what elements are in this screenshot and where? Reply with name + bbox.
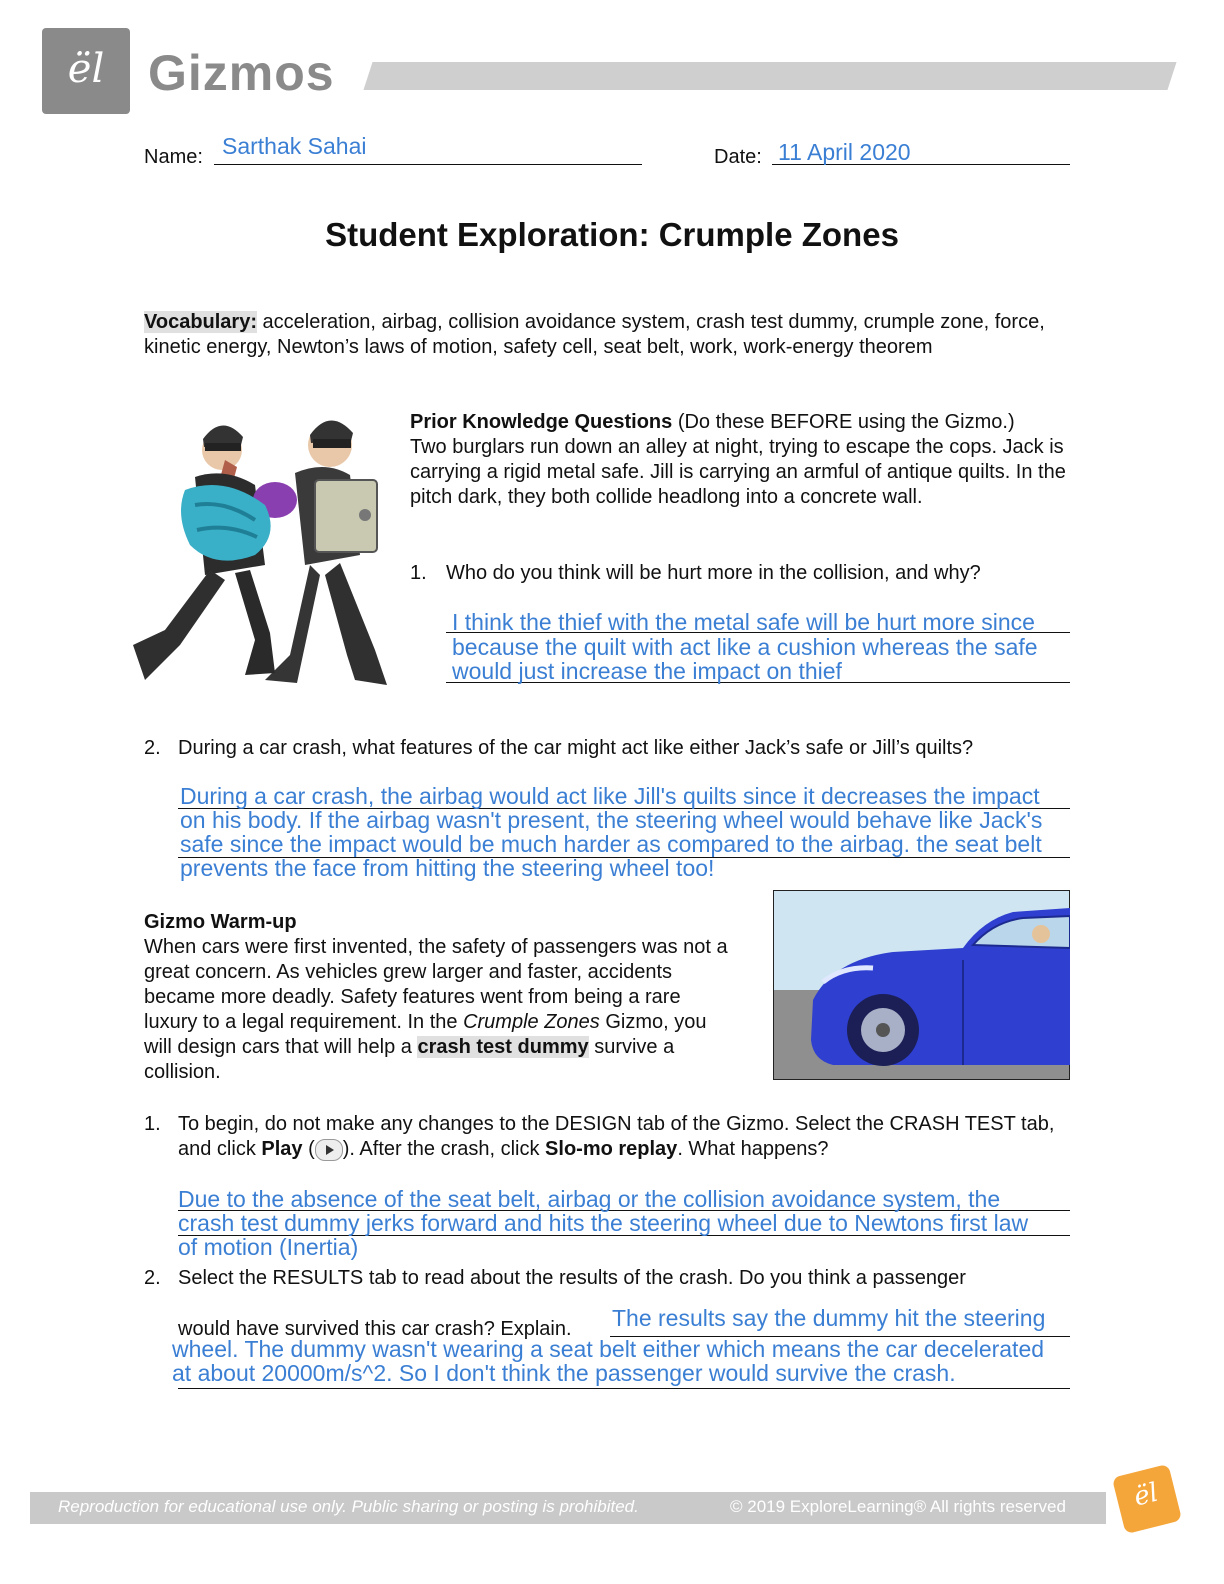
explorelearning-footer-logo: ël — [1112, 1464, 1182, 1534]
warmup-q1-text: To begin, do not make any changes to the DESIGN tab of the Gizmo. Select the CRASH TEST tab, and click Play ( ). After the crash, click Slo-mo replay. What happens? — [178, 1113, 1055, 1160]
name-line — [214, 164, 642, 165]
prior-heading-note: (Do these BEFORE using the Gizmo.) — [672, 411, 1015, 433]
prior-q2-text: During a car crash, what features of the car might act like either Jack’s safe or Jill’s quilts? — [178, 737, 974, 759]
explorelearning-logo: ël — [42, 28, 130, 114]
vocabulary — [144, 310, 1084, 360]
gizmo-name: Crumple Zones — [463, 1011, 600, 1033]
prior-a1-line-1[interactable]: I think the thief with the metal safe will be hurt more since — [452, 609, 1035, 635]
warmup-intro: Gizmo Warm-up When cars were first invented, the safety of passengers was not a great concern. As vehicles grew larger and faster, accidents became more deadly. Safety features went from being a rare luxury to a legal requirement. In the Crumple Zones Gizmo, you will design cars that will help a crash test dummy survive a collision. — [144, 911, 728, 1083]
warmup-q2-text: Select the RESULTS tab to read about the results of the crash. Do you think a passenger — [178, 1267, 966, 1289]
warmup-a1-line-2[interactable]: crash test dummy jerks forward and hits the steering wheel due to Newtons first law — [178, 1210, 1029, 1236]
date-label: Date: — [714, 146, 762, 168]
date-value[interactable]: 11 April 2020 — [778, 139, 911, 165]
footer-copyright: © 2019 ExploreLearning® All rights reserved — [730, 1497, 1066, 1516]
play-label: Play — [261, 1138, 303, 1160]
page-title: Student Exploration: Crumple Zones — [325, 216, 899, 253]
warmup-heading: Gizmo Warm-up — [144, 911, 297, 933]
prior-a2-line-4[interactable]: prevents the face from hitting the steering wheel too! — [180, 855, 715, 881]
vocabulary-label: Vocabulary: — [144, 311, 257, 333]
vocab-highlight: crash test dummy — [417, 1036, 589, 1058]
warmup-a2-line-1[interactable]: The results say the dummy hit the steering — [612, 1305, 1046, 1331]
play-icon — [315, 1139, 343, 1161]
warmup-a1-line-3[interactable]: of motion (Inertia) — [178, 1234, 359, 1260]
prior-q1-number: 1. — [410, 562, 427, 584]
prior-a1-line-2[interactable]: because the quilt with act like a cushion whereas the safe — [452, 634, 1038, 660]
name-label: Name: — [144, 146, 203, 168]
warmup-a2-line-2[interactable]: wheel. The dummy wasn't wearing a seat belt either which means the car decelerated — [172, 1336, 1045, 1362]
slomo-label: Slo-mo replay — [545, 1138, 678, 1160]
warmup-a2-line-3[interactable]: at about 20000m/s^2. So I don't think the passenger would survive the crash. — [172, 1360, 956, 1386]
prior-knowledge — [410, 410, 1090, 510]
warmup-a1-line-1[interactable]: Due to the absence of the seat belt, airbag or the collision avoidance system, the — [178, 1186, 1001, 1212]
prior-q2-number: 2. — [144, 737, 161, 759]
prior-a2-line-1[interactable]: During a car crash, the airbag would act like Jill's quilts since it decreases the impact — [180, 783, 1040, 809]
header-bar — [363, 62, 1176, 90]
warmup-q2-text-cont: would have survived this car crash? Explain. — [178, 1318, 572, 1340]
prior-a2-line-2[interactable]: on his body. If the airbag wasn't present, the steering wheel would behave like Jack's — [180, 807, 1043, 833]
warmup-q2-number: 2. — [144, 1267, 161, 1289]
prior-a2-line-3[interactable]: safe since the impact would be much harder as compared to the airbag. the seat belt — [180, 831, 1042, 857]
vocabulary-terms: acceleration, airbag, collision avoidance system, crash test dummy, crumple zone, force, kinetic energy, Newton’s laws of motion, safety cell, seat belt, work, work-energy theorem — [144, 311, 1045, 358]
car-crash-image — [773, 890, 1070, 1080]
answer-line — [178, 1388, 1070, 1389]
name-value[interactable]: Sarthak Sahai — [222, 133, 367, 159]
burglars-illustration — [125, 405, 395, 690]
footer-disclaimer: Reproduction for educational use only. Public sharing or posting is prohibited. — [58, 1497, 639, 1516]
prior-intro: Two burglars run down an alley at night, trying to escape the cops. Jack is carrying a rigid metal safe. Jill is carrying an armful of antique quilts. In the pitch dark, they both collide headlong into a concrete wall. — [410, 436, 1066, 508]
gizmos-brand-name: Gizmos — [148, 45, 335, 101]
warmup-q1-number: 1. — [144, 1113, 161, 1135]
prior-heading: Prior Knowledge Questions — [410, 411, 673, 433]
prior-q1-text: Who do you think will be hurt more in the collision, and why? — [446, 562, 981, 584]
prior-a1-line-3[interactable]: would just increase the impact on thief — [452, 658, 842, 684]
